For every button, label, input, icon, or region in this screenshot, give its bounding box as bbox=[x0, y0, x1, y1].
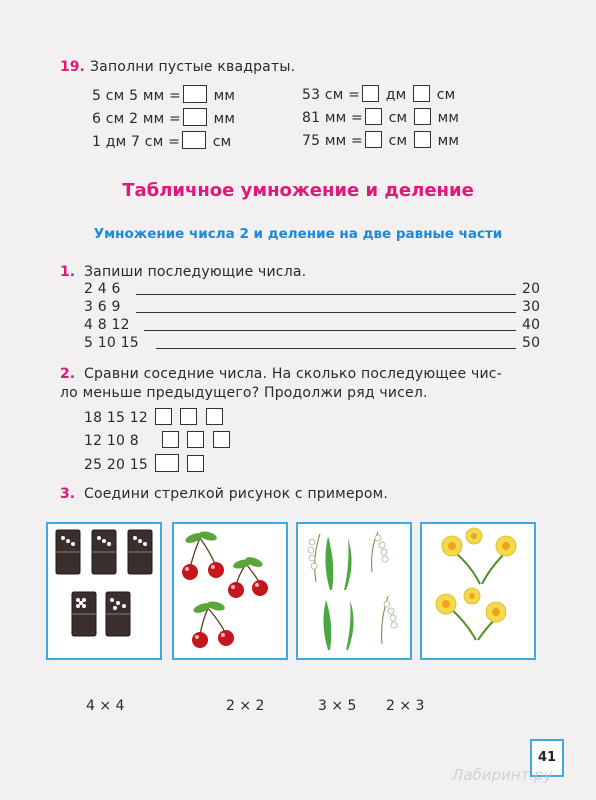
example-label[interactable]: 3 × 5 bbox=[318, 698, 357, 714]
ex1-row-start: 2 4 6 bbox=[84, 281, 121, 297]
ex1-row-start: 4 8 12 bbox=[84, 317, 130, 333]
exercise-19-prompt: Заполни пустые квадраты. bbox=[90, 59, 296, 75]
answer-line[interactable] bbox=[136, 294, 516, 295]
ex19-left-row-3: 1 дм 7 см = см bbox=[92, 131, 231, 150]
ex2-row-1: 18 15 12 bbox=[84, 408, 225, 426]
ex1-row-start: 5 10 15 bbox=[84, 335, 139, 351]
answer-box[interactable] bbox=[182, 131, 206, 149]
answer-box[interactable] bbox=[183, 108, 207, 126]
answer-box[interactable] bbox=[187, 455, 204, 472]
answer-box[interactable] bbox=[362, 85, 379, 102]
ex1-row-end: 50 bbox=[522, 335, 541, 351]
picture-dominoes[interactable] bbox=[46, 522, 162, 660]
example-label[interactable]: 4 × 4 bbox=[86, 698, 125, 714]
answer-box[interactable] bbox=[155, 408, 172, 425]
lily-of-the-valley-image bbox=[298, 524, 410, 658]
ex19-right-row-3: 75 мм = см мм bbox=[302, 133, 460, 149]
answer-box[interactable] bbox=[213, 431, 230, 448]
section-subtitle: Умножение числа 2 и деление на две равные части bbox=[93, 226, 503, 242]
answer-box[interactable] bbox=[180, 408, 197, 425]
ex19-right-row-2: 81 мм = см мм bbox=[302, 110, 460, 126]
answer-box[interactable] bbox=[187, 431, 204, 448]
exercise-2-number: 2. bbox=[60, 366, 76, 382]
ex19-left-row-1: 5 см 5 мм = мм bbox=[92, 85, 235, 104]
exercise-2-prompt-line-2: ло меньше предыдущего? Продолжи ряд чисел. bbox=[60, 385, 428, 401]
picture-cherries[interactable] bbox=[172, 522, 288, 660]
answer-box[interactable] bbox=[414, 131, 431, 148]
answer-line[interactable] bbox=[156, 348, 516, 349]
cherries-image bbox=[174, 524, 286, 658]
exercise-19-number: 19. bbox=[60, 59, 85, 75]
ex1-row-end: 20 bbox=[522, 281, 541, 297]
section-title: Табличное умножение и деление bbox=[122, 180, 474, 201]
exercise-1-prompt: Запиши последующие числа. bbox=[84, 264, 307, 280]
ex2-row-3: 25 20 15 bbox=[84, 454, 206, 473]
page-number: 41 bbox=[530, 739, 564, 777]
answer-line[interactable] bbox=[136, 312, 516, 313]
example-label[interactable]: 2 × 3 bbox=[386, 698, 425, 714]
watermark-logo: Лабиринт.ру bbox=[452, 766, 553, 784]
domino-tiles-image bbox=[48, 524, 160, 658]
ex19-right-row-1: 53 см = дм см bbox=[302, 87, 456, 103]
ex1-row-end: 40 bbox=[522, 317, 541, 333]
exercise-3-number: 3. bbox=[60, 486, 76, 502]
answer-box[interactable] bbox=[206, 408, 223, 425]
exercise-1-number: 1. bbox=[60, 264, 76, 280]
daffodils-image bbox=[422, 524, 534, 658]
ex2-row-2: 12 10 8 bbox=[84, 431, 232, 449]
exercise-3-prompt: Соедини стрелкой рисунок с примером. bbox=[84, 486, 389, 502]
example-label[interactable]: 2 × 2 bbox=[226, 698, 265, 714]
answer-box[interactable] bbox=[365, 108, 382, 125]
ex1-row-start: 3 6 9 bbox=[84, 299, 121, 315]
answer-box[interactable] bbox=[155, 454, 179, 472]
answer-box[interactable] bbox=[162, 431, 179, 448]
answer-box[interactable] bbox=[414, 108, 431, 125]
answer-line[interactable] bbox=[144, 330, 516, 331]
picture-lily-of-the-valley[interactable] bbox=[296, 522, 412, 660]
answer-box[interactable] bbox=[183, 85, 207, 103]
answer-box[interactable] bbox=[365, 131, 382, 148]
ex19-left-row-2: 6 см 2 мм = мм bbox=[92, 108, 235, 127]
answer-box[interactable] bbox=[413, 85, 430, 102]
ex1-row-end: 30 bbox=[522, 299, 541, 315]
exercise-2-prompt-line-1: Сравни соседние числа. На сколько последующее чис- bbox=[84, 366, 502, 382]
picture-daffodils[interactable] bbox=[420, 522, 536, 660]
